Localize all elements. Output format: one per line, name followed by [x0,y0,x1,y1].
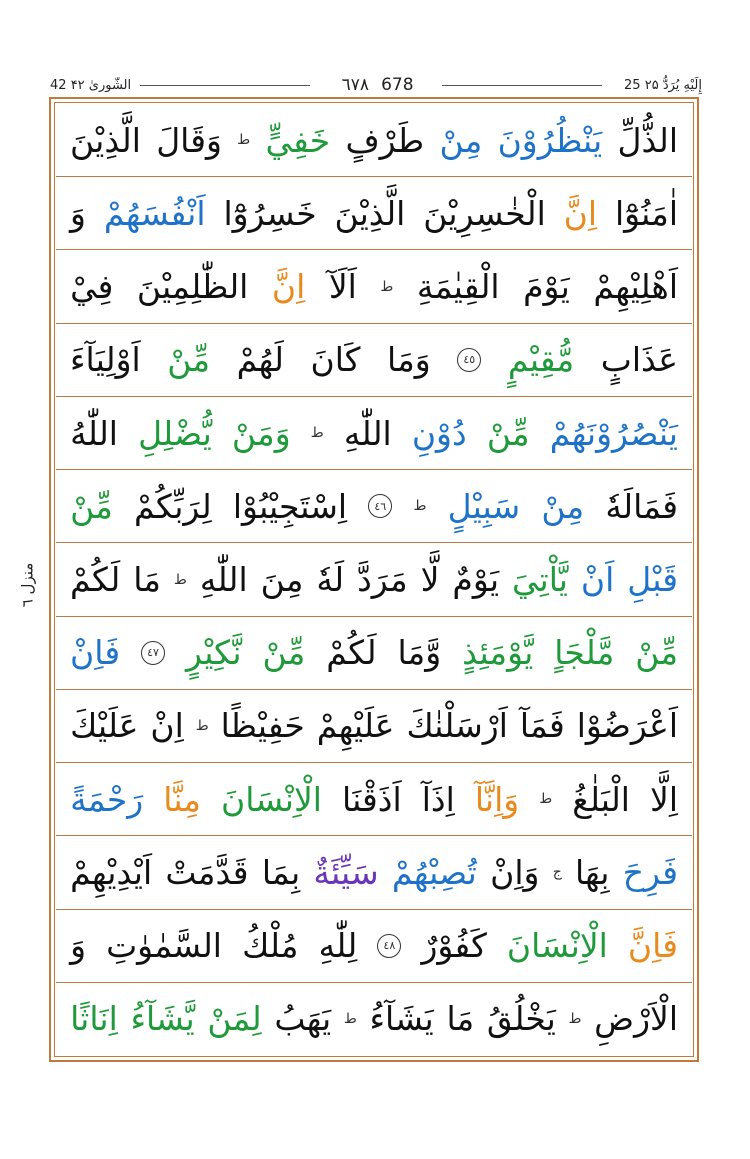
arabic-word: الظّٰلِمِيْنَ [136,267,249,307]
arabic-word: بِمَا [261,852,301,892]
arabic-word: اٰمَنُوْٓا [614,193,678,233]
arabic-word: سَبِيْلٍ [447,486,521,526]
waqf-stop-sign: ط [310,425,324,442]
arabic-word: اللّٰهُ [70,413,118,453]
arabic-word: عَلَيْكَ [70,706,139,746]
arabic-word: مِّنْ [70,486,113,526]
surah-name: 42 الشّوریٰ ۴۲ [50,78,135,93]
arabic-word: الْاَرْضِ [594,999,678,1039]
arabic-word: فَرِحَ [622,852,678,892]
arabic-word: لَهُمْ [236,340,284,380]
arabic-word: اِسْتَجِيْبُوْا [232,486,348,526]
arabic-word: وَاِنْ [490,852,540,892]
ayah-number-marker: ٤٦ [368,494,392,518]
arabic-word: مِنْ [439,120,483,160]
arabic-word: مِنَ [260,560,304,600]
text-line [56,836,692,909]
arabic-word: الْخٰسِرِيْنَ [423,193,546,233]
text-line [56,177,692,250]
arabic-word: فَمَالَهٗ [605,486,678,526]
arabic-word: لِرَبِّكُمْ [134,486,212,526]
arabic-word: لَهٗ [316,560,345,600]
arabic-word: وَمَا [387,340,431,380]
arabic-word: مِّنْ [167,340,211,380]
arabic-word: يَوْمَ [523,267,570,307]
header-rule-right [442,85,602,86]
arabic-word: خَسِرُوْٓا [223,193,317,233]
arabic-word: مَّلْجَاٍ [554,633,615,673]
arabic-word: مِّنْ [262,633,306,673]
arabic-word: فَاِنْ [70,633,121,673]
text-line [56,397,692,470]
arabic-word: اللّٰهِ [343,413,392,453]
waqf-stop-sign: ط [539,791,553,808]
arabic-word: دُوْنِ [411,413,467,453]
arabic-word: الْاِنْسَانَ [506,926,608,966]
arabic-word: يَّاْتِيَ [512,560,568,600]
arabic-word: خَفِيٍّ [265,120,331,160]
arabic-word: يُّضْلِلِ [138,413,212,453]
page-number-urdu: ٦٧٨ [341,75,370,95]
text-line [56,690,692,763]
arabic-word: اِنَّ [271,267,306,307]
arabic-word: اَذَقْنَا [342,779,402,819]
waqf-stop-sign: ج [552,864,562,881]
header-rule-left [140,85,310,86]
arabic-word: مِّنْ [486,413,530,453]
arabic-word: نَّكِيْرٍ [186,633,242,673]
arabic-word: عَذَابٍ [600,340,678,380]
arabic-word: يَوْمٌ [452,560,500,600]
manzil-label: منزل ٦ [18,562,37,608]
text-line [56,543,692,616]
arabic-word: رَحْمَةً [70,779,144,819]
arabic-word: مِنَّا [163,779,201,819]
arabic-word: عَلَيْهِمْ [316,706,395,746]
arabic-word: اِنْ [150,706,184,746]
text-line [56,250,692,323]
arabic-word: الَّذِيْنَ [70,120,141,160]
arabic-word: اَهْلِيْهِمْ [593,267,678,307]
waqf-stop-sign: ط [568,1010,582,1027]
arabic-word: قَدَّمَتْ [165,852,249,892]
arabic-word: يَهَبُ [274,999,332,1039]
arabic-word: اَوْلِيَآءَ [70,340,141,380]
arabic-word: طَرْفٍ [345,120,425,160]
text-line [56,617,692,690]
arabic-word: مِّنْ [635,633,678,673]
arabic-word: وَمَنْ [231,413,291,453]
arabic-word: لَّا [420,560,440,600]
arabic-word: الَّذِيْنَ [334,193,406,233]
waqf-stop-sign: ط [237,132,251,149]
arabic-word: فَمَآ [519,706,565,746]
page-header [50,74,702,96]
arabic-word: مَرَدَّ [357,560,408,600]
arabic-word: لَكُمْ [70,560,121,600]
arabic-word: يَنْظُرُوْنَ [497,120,603,160]
arabic-word: السَّمٰوٰتِ [106,926,222,966]
arabic-word: بِهَا [575,852,610,892]
arabic-word: اَيْدِيْهِمْ [70,852,153,892]
page-number: 678 [381,75,414,95]
arabic-word: كَانَ [310,340,361,380]
arabic-word: اَنْفُسَهُمْ [103,193,206,233]
arabic-word: اَلَآ [328,267,357,307]
arabic-word: حَفِيْظًا [220,706,305,746]
ayah-number-marker: ٤٧ [141,641,165,665]
waqf-stop-sign: ط [173,571,187,588]
text-lines [56,104,692,1055]
arabic-word: كَفُوْرٌ [421,926,487,966]
arabic-word: الْبَلٰغُ [572,779,630,819]
arabic-word: اِنَّ [563,193,598,233]
text-line [56,983,692,1055]
arabic-word: اِنَاثًا [70,999,118,1039]
text-line [56,104,692,177]
text-line [56,324,692,397]
arabic-word: لَكُمْ [326,633,377,673]
arabic-word: اَنْ [580,560,615,600]
manzil-marker [12,545,42,625]
arabic-word: اِلَّا [650,779,678,819]
arabic-word: لِلّٰهِ [318,926,358,966]
arabic-word: الذُّلِّ [617,120,678,160]
arabic-word: مَا [133,560,161,600]
arabic-word: مَا [446,999,475,1039]
arabic-word: مُلْكُ [242,926,299,966]
arabic-word: يَشَآءُ [369,999,434,1039]
arabic-word: الْقِيٰمَةِ [416,267,500,307]
waqf-stop-sign: ط [413,498,427,515]
text-line [56,910,692,983]
arabic-word: مِنْ [541,486,585,526]
waqf-stop-sign: ط [343,1010,357,1027]
arabic-word: تُصِبْهُمْ [391,852,477,892]
arabic-word: يَنْصُرُوْنَهُمْ [549,413,678,453]
arabic-word: اِذَآ [421,779,455,819]
ayah-number-marker: ٤٥ [457,348,481,372]
arabic-word: يَّوْمَئِذٍ [462,633,534,673]
arabic-word: يَّشَآءُ [130,999,195,1039]
arabic-word: مُّقِيْمٍ [507,340,575,380]
arabic-word: اَعْرَضُوْا [576,706,678,746]
para-name: 25 إِلَيْهِ يُرَدُّ ۲۵ [620,78,702,93]
arabic-word: اَرْسَلْنٰكَ [406,706,508,746]
arabic-word: وَّمَا [397,633,442,673]
arabic-word: لِمَنْ [207,999,262,1039]
page-number-group [336,75,420,95]
arabic-word: وَ [70,193,86,233]
text-line [56,763,692,836]
arabic-word: يَخْلُقُ [486,999,556,1039]
arabic-word: وَاِنَّآ [474,779,520,819]
text-line [56,470,692,543]
arabic-word: فِيْ [70,267,114,307]
arabic-word: وَقَالَ [156,120,222,160]
arabic-word: سَيِّئَةٌ [313,852,379,892]
arabic-word: وَ [70,926,87,966]
arabic-word: قَبْلِ [627,560,678,600]
arabic-word: فَاِنَّ [627,926,678,966]
arabic-word: الْاِنْسَانَ [221,779,322,819]
waqf-stop-sign: ط [380,278,394,295]
waqf-stop-sign: ط [195,717,209,734]
arabic-word: اللّٰهِ [199,560,248,600]
ayah-number-marker: ٤٨ [377,934,401,958]
